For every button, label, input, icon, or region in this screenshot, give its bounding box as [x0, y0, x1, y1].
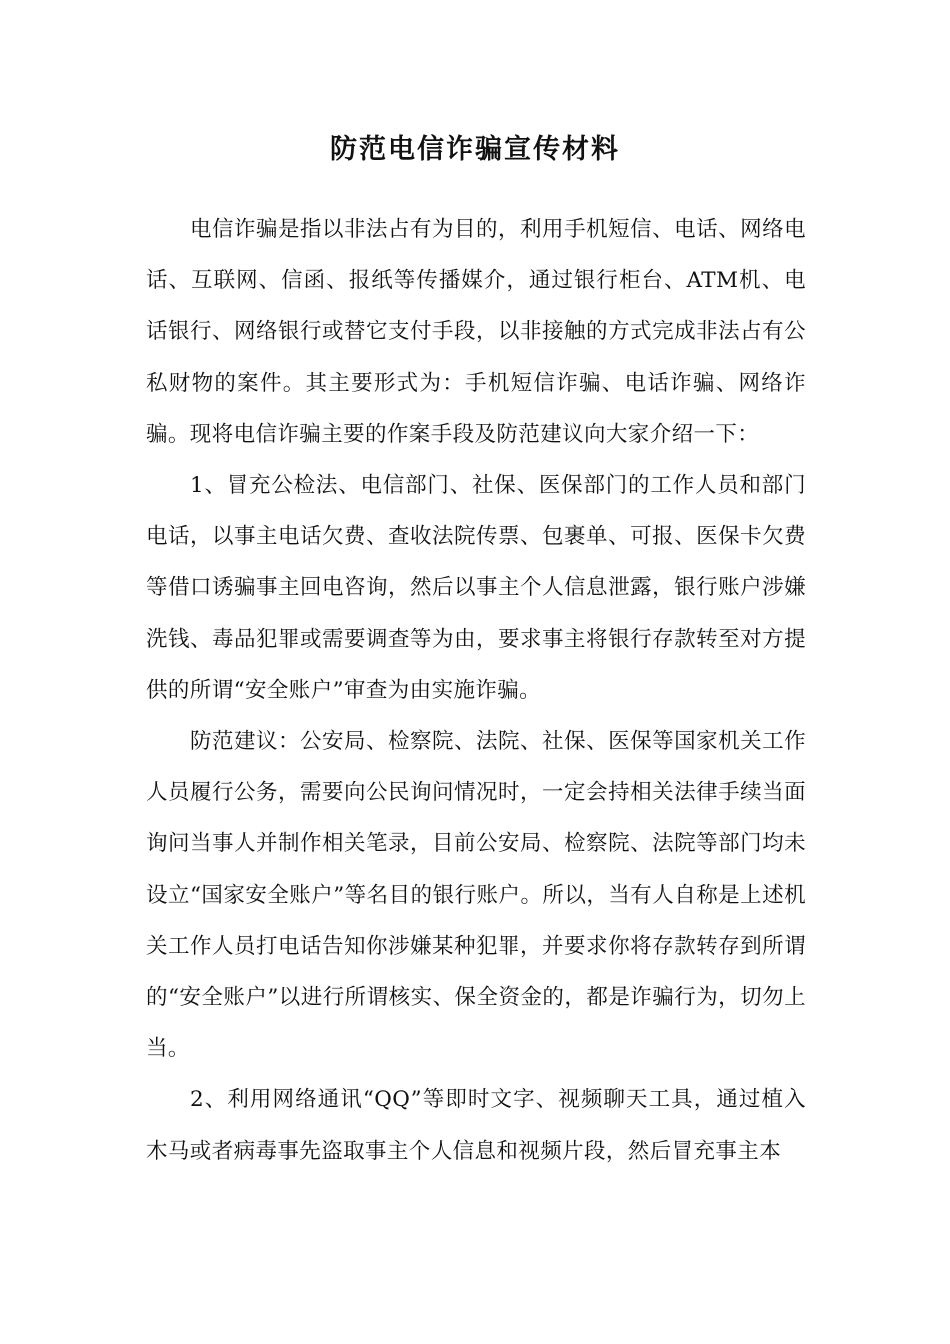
- paragraph-method-2: 2、利用网络通讯“QQ”等即时文字、视频聊天工具，通过植入木马或者病毒事先盗取事主个人信息和视频片段，然后冒充事主本: [146, 1087, 806, 1164]
- document-title: 防范电信诈骗宣传材料: [330, 134, 620, 165]
- paragraph-method-1: 1、冒充公检法、电信部门、社保、医保部门的工作人员和部门电话，以事主电话欠费、查收法院传票、包裹单、可报、医保卡欠费等借口诱骗事主回电咨询，然后以事主个人信息泄露，银行账户涉嫌洗钱、毒品犯罪或需要调查等为由，要求事主将银行存款转至对方提供的所谓“安全账户”审查为由实施诈骗。: [146, 473, 806, 703]
- paragraph-advice-1: 防范建议：公安局、检察院、法院、社保、医保等国家机关工作人员履行公务，需要向公民询问情况时，一定会持相关法律手续当面询问当事人并制作相关笔录，目前公安局、检察院、法院等部门均未设立“国家安全账户”等名目的银行账户。所以，当有人自称是上述机关工作人员打电话告知你涉嫌某种犯罪，并要求你将存款转存到所谓的“安全账户”以进行所谓核实、保全资金的，都是诈骗行为，切勿上当。: [146, 729, 806, 1062]
- document-body: [146, 204, 806, 1177]
- paragraph-intro: 电信诈骗是指以非法占有为目的，利用手机短信、电话、网络电话、互联网、信函、报纸等传播媒介，通过银行柜台、ATM机、电话银行、网络银行或替它支付手段，以非接触的方式完成非法占有公私财物的案件。其主要形式为：手机短信诈骗、电话诈骗、网络诈骗。现将电信诈骗主要的作案手段及防范建议向大家介绍一下：: [146, 217, 806, 447]
